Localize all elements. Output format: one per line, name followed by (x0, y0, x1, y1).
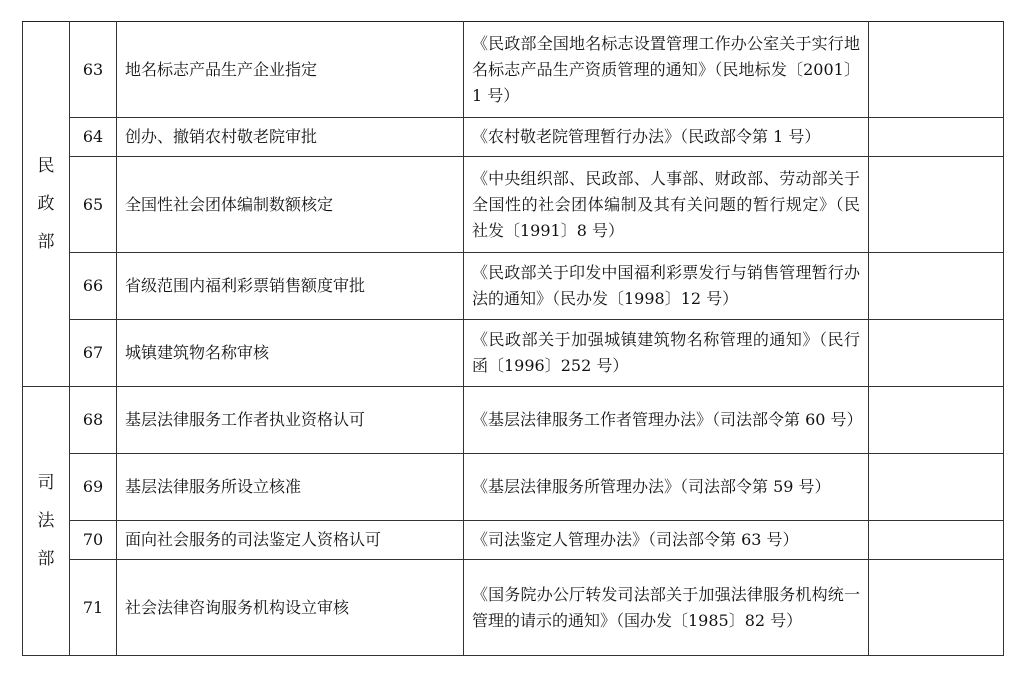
item-number: 63 (70, 22, 117, 118)
item-name: 基层法律服务所设立核准 (117, 454, 464, 521)
department-char: 民 (37, 156, 55, 176)
item-number: 66 (70, 253, 117, 320)
item-number: 69 (70, 454, 117, 521)
department-char: 部 (37, 232, 55, 252)
department-char: 司 (37, 473, 55, 493)
note-cell (869, 253, 1004, 320)
table-row (23, 22, 1004, 118)
note-cell (869, 387, 1004, 454)
table-row (23, 157, 1004, 253)
legal-basis: 《民政部关于印发中国福利彩票发行与销售管理暂行办法的通知》（民办发〔1998〕12 号） (464, 253, 869, 320)
table-row (23, 253, 1004, 320)
legal-basis: 《民政部关于加强城镇建筑物名称管理的通知》（民行函〔1996〕252 号） (464, 320, 869, 387)
item-number: 70 (70, 521, 117, 560)
note-cell (869, 521, 1004, 560)
table-row (23, 387, 1004, 454)
note-cell (869, 560, 1004, 656)
item-name: 城镇建筑物名称审核 (117, 320, 464, 387)
item-name: 面向社会服务的司法鉴定人资格认可 (117, 521, 464, 560)
item-number: 71 (70, 560, 117, 656)
legal-basis: 《基层法律服务工作者管理办法》（司法部令第 60 号） (464, 387, 869, 454)
department-cell (23, 387, 70, 656)
legal-basis: 《基层法律服务所管理办法》（司法部令第 59 号） (464, 454, 869, 521)
item-name: 社会法律咨询服务机构设立审核 (117, 560, 464, 656)
department-cell (23, 22, 70, 387)
table-row (23, 521, 1004, 560)
item-name: 基层法律服务工作者执业资格认可 (117, 387, 464, 454)
legal-basis: 《国务院办公厅转发司法部关于加强法律服务机构统一管理的请示的通知》（国办发〔1985〕82 号） (464, 560, 869, 656)
table-row (23, 454, 1004, 521)
item-number: 65 (70, 157, 117, 253)
item-number: 67 (70, 320, 117, 387)
department-char: 法 (37, 511, 55, 531)
department-char: 政 (37, 194, 55, 214)
legal-basis: 《中央组织部、民政部、人事部、财政部、劳动部关于全国性的社会团体编制及其有关问题的暂行规定》（民社发〔1991〕8 号） (464, 157, 869, 253)
item-name: 全国性社会团体编制数额核定 (117, 157, 464, 253)
legal-basis: 《民政部全国地名标志设置管理工作办公室关于实行地名标志产品生产资质管理的通知》（民地标发〔2001〕1 号） (464, 22, 869, 118)
note-cell (869, 320, 1004, 387)
note-cell (869, 454, 1004, 521)
department-char: 部 (37, 549, 55, 569)
legal-basis: 《农村敬老院管理暂行办法》（民政部令第 1 号） (464, 118, 869, 157)
approval-items-table (22, 21, 1004, 656)
item-number: 68 (70, 387, 117, 454)
table-row (23, 320, 1004, 387)
legal-basis: 《司法鉴定人管理办法》（司法部令第 63 号） (464, 521, 869, 560)
item-name: 省级范围内福利彩票销售额度审批 (117, 253, 464, 320)
note-cell (869, 22, 1004, 118)
table-row (23, 118, 1004, 157)
table-row (23, 560, 1004, 656)
item-name: 地名标志产品生产企业指定 (117, 22, 464, 118)
item-number: 64 (70, 118, 117, 157)
note-cell (869, 118, 1004, 157)
note-cell (869, 157, 1004, 253)
item-name: 创办、撤销农村敬老院审批 (117, 118, 464, 157)
